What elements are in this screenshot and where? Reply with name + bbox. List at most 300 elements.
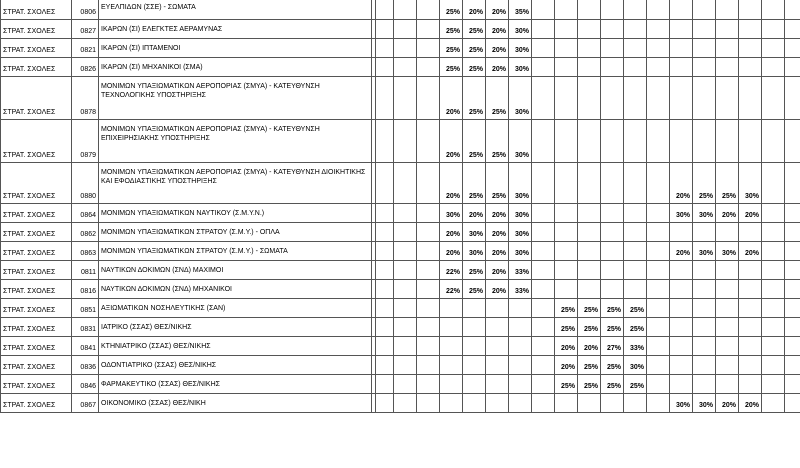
percentage-cell — [647, 394, 670, 413]
category-cell: ΣΤΡΑΤ. ΣΧΟΛΕΣ — [1, 20, 72, 39]
percentage-cell — [532, 77, 555, 120]
percentage-cell: 20% — [555, 356, 578, 375]
percentage-cell: 33% — [624, 337, 647, 356]
percentage-cell — [463, 394, 486, 413]
percentage-cell — [693, 299, 716, 318]
percentage-cell — [578, 77, 601, 120]
code-cell: 0826 — [72, 58, 99, 77]
school-name-cell: ΜΟΝΙΜΩΝ ΥΠΑΞΙΩΜΑΤΙΚΩΝ ΣΤΡΑΤΟΥ (Σ.Μ.Υ.) - ΣΩΜΑΤΑ — [99, 242, 372, 261]
category-cell: ΣΤΡΑΤ. ΣΧΟΛΕΣ — [1, 204, 72, 223]
percentage-cell — [670, 261, 693, 280]
percentage-cell — [716, 375, 739, 394]
percentage-cell — [670, 356, 693, 375]
percentage-cell: 20% — [670, 242, 693, 261]
category-cell: ΣΤΡΑΤ. ΣΧΟΛΕΣ — [1, 120, 72, 163]
percentage-cell — [601, 163, 624, 204]
percentage-cell — [532, 394, 555, 413]
percentage-cell — [394, 356, 417, 375]
percentage-cell: 30% — [693, 242, 716, 261]
percentage-cell — [376, 77, 394, 120]
percentage-cell — [693, 58, 716, 77]
code-cell: 0863 — [72, 242, 99, 261]
percentage-cell: 20% — [440, 77, 463, 120]
percentage-cell — [670, 20, 693, 39]
percentage-cell — [578, 261, 601, 280]
percentage-cell — [601, 242, 624, 261]
percentage-cell: 25% — [578, 356, 601, 375]
percentage-cell: 20% — [486, 0, 509, 20]
percentage-cell — [376, 223, 394, 242]
percentage-cell — [532, 223, 555, 242]
percentage-cell — [376, 0, 394, 20]
percentage-cell — [693, 0, 716, 20]
percentage-cell — [716, 58, 739, 77]
percentage-cell — [376, 337, 394, 356]
percentage-cell — [440, 318, 463, 337]
percentage-cell: 20% — [440, 120, 463, 163]
percentage-cell — [785, 204, 800, 223]
percentage-cell — [624, 39, 647, 58]
percentage-cell: 25% — [555, 375, 578, 394]
percentage-cell — [785, 58, 800, 77]
percentage-cell — [716, 77, 739, 120]
percentage-cell — [532, 299, 555, 318]
percentage-cell — [578, 58, 601, 77]
percentage-cell — [394, 39, 417, 58]
percentage-cell — [670, 120, 693, 163]
percentage-cell — [762, 299, 785, 318]
percentage-cell — [578, 39, 601, 58]
percentage-cell: 25% — [486, 163, 509, 204]
percentage-cell: 20% — [486, 58, 509, 77]
category-cell: ΣΤΡΑΤ. ΣΧΟΛΕΣ — [1, 337, 72, 356]
school-name-cell: ΕΥΕΛΠΙΔΩΝ (ΣΣΕ) - ΣΩΜΑΤΑ — [99, 0, 372, 20]
percentage-cell — [647, 204, 670, 223]
percentage-cell — [647, 39, 670, 58]
percentage-cell — [601, 20, 624, 39]
percentage-cell: 20% — [486, 223, 509, 242]
percentage-cell: 25% — [486, 77, 509, 120]
percentage-cell — [578, 280, 601, 299]
percentage-cell — [417, 77, 440, 120]
percentage-cell — [624, 20, 647, 39]
percentage-cell: 30% — [739, 163, 762, 204]
percentage-cell — [762, 356, 785, 375]
percentage-cell — [376, 120, 394, 163]
percentage-cell: 20% — [463, 204, 486, 223]
percentage-cell: 25% — [555, 299, 578, 318]
percentage-cell: 25% — [601, 299, 624, 318]
school-name-cell: ΙΚΑΡΩΝ (ΣΙ) ΕΛΕΓΚΤΕΣ ΑΕΡΑΜΥΝΑΣ — [99, 20, 372, 39]
percentage-cell — [785, 299, 800, 318]
percentage-cell: 20% — [440, 242, 463, 261]
percentage-cell — [693, 337, 716, 356]
percentage-cell — [670, 337, 693, 356]
percentage-cell: 20% — [486, 39, 509, 58]
percentage-cell: 30% — [693, 204, 716, 223]
percentage-cell — [693, 375, 716, 394]
percentage-cell: 20% — [555, 337, 578, 356]
percentage-cell — [417, 120, 440, 163]
percentage-cell: 20% — [486, 280, 509, 299]
percentage-cell — [601, 394, 624, 413]
code-cell: 0851 — [72, 299, 99, 318]
table-row — [1, 0, 800, 20]
percentage-cell — [739, 223, 762, 242]
percentage-cell: 25% — [463, 39, 486, 58]
percentage-cell — [486, 318, 509, 337]
percentage-cell — [394, 318, 417, 337]
percentage-cell — [394, 242, 417, 261]
percentage-cell: 20% — [463, 0, 486, 20]
percentage-cell: 30% — [463, 223, 486, 242]
code-cell: 0846 — [72, 375, 99, 394]
percentage-cell — [739, 356, 762, 375]
percentage-cell — [376, 163, 394, 204]
category-cell: ΣΤΡΑΤ. ΣΧΟΛΕΣ — [1, 280, 72, 299]
percentage-cell — [670, 39, 693, 58]
percentage-cell — [693, 318, 716, 337]
percentage-cell: 30% — [624, 356, 647, 375]
percentage-cell — [376, 318, 394, 337]
code-cell: 0827 — [72, 20, 99, 39]
percentage-cell — [624, 223, 647, 242]
percentage-cell — [716, 223, 739, 242]
percentage-cell — [716, 39, 739, 58]
code-cell: 0836 — [72, 356, 99, 375]
category-cell: ΣΤΡΑΤ. ΣΧΟΛΕΣ — [1, 77, 72, 120]
percentage-cell — [532, 120, 555, 163]
code-cell: 0867 — [72, 394, 99, 413]
code-cell: 0806 — [72, 0, 99, 20]
percentage-cell — [716, 280, 739, 299]
category-cell: ΣΤΡΑΤ. ΣΧΟΛΕΣ — [1, 39, 72, 58]
percentage-cell — [693, 280, 716, 299]
percentage-cell: 25% — [624, 375, 647, 394]
percentage-cell — [716, 299, 739, 318]
percentage-cell — [394, 163, 417, 204]
table-row — [1, 394, 800, 413]
percentage-cell: 25% — [716, 163, 739, 204]
percentage-cell — [739, 318, 762, 337]
percentage-cell: 25% — [463, 58, 486, 77]
table-row — [1, 299, 800, 318]
code-cell: 0841 — [72, 337, 99, 356]
table-row — [1, 337, 800, 356]
percentage-cell — [785, 318, 800, 337]
percentage-cell — [555, 120, 578, 163]
category-cell: ΣΤΡΑΤ. ΣΧΟΛΕΣ — [1, 223, 72, 242]
percentage-cell — [647, 77, 670, 120]
percentage-cell — [463, 318, 486, 337]
school-name-cell: ΜΟΝΙΜΩΝ ΥΠΑΞΙΩΜΑΤΙΚΩΝ ΑΕΡΟΠΟΡΙΑΣ (ΣΜΥΑ) - ΚΑΤΕΥΘΥΝΣΗ ΕΠΙΧΕΙΡΗΣΙΑΚΗΣ ΥΠΟΣΤΗΡΙΞΗΣ — [99, 120, 372, 163]
table-row — [1, 356, 800, 375]
percentage-cell — [785, 120, 800, 163]
percentage-cell — [624, 0, 647, 20]
percentage-cell — [376, 58, 394, 77]
percentage-cell: 25% — [440, 20, 463, 39]
percentage-cell — [417, 280, 440, 299]
percentage-cell: 30% — [509, 223, 532, 242]
percentage-cell — [693, 356, 716, 375]
percentage-cell — [716, 318, 739, 337]
percentage-cell — [624, 120, 647, 163]
percentage-cell — [394, 58, 417, 77]
percentage-cell: 30% — [509, 204, 532, 223]
school-name-cell: ΜΟΝΙΜΩΝ ΥΠΑΞΙΩΜΑΤΙΚΩΝ ΑΕΡΟΠΟΡΙΑΣ (ΣΜΥΑ) - ΚΑΤΕΥΘΥΝΣΗ ΤΕΧΝΟΛΟΓΙΚΗΣ ΥΠΟΣΤΗΡΙΞΗΣ — [99, 77, 372, 120]
percentage-cell — [647, 337, 670, 356]
school-name-cell: ΑΞΙΩΜΑΤΙΚΩΝ ΝΟΣΗΛΕΥΤΙΚΗΣ (ΣΑΝ) — [99, 299, 372, 318]
percentage-cell: 20% — [486, 261, 509, 280]
percentage-cell — [762, 242, 785, 261]
percentage-cell — [532, 163, 555, 204]
percentage-cell — [509, 375, 532, 394]
percentage-cell — [555, 280, 578, 299]
percentage-cell: 25% — [486, 120, 509, 163]
percentage-cell — [601, 261, 624, 280]
code-cell: 0880 — [72, 163, 99, 204]
percentage-cell — [555, 39, 578, 58]
percentage-cell — [647, 280, 670, 299]
code-cell: 0811 — [72, 261, 99, 280]
percentage-cell — [647, 375, 670, 394]
percentage-cell — [376, 356, 394, 375]
table-row — [1, 242, 800, 261]
percentage-cell — [739, 39, 762, 58]
percentage-cell — [440, 375, 463, 394]
code-cell: 0821 — [72, 39, 99, 58]
percentage-cell: 20% — [739, 242, 762, 261]
percentage-cell — [417, 375, 440, 394]
percentage-cell: 30% — [509, 120, 532, 163]
percentage-cell — [532, 58, 555, 77]
percentage-cell — [555, 223, 578, 242]
school-name-cell: ΜΟΝΙΜΩΝ ΥΠΑΞΙΩΜΑΤΙΚΩΝ ΣΤΡΑΤΟΥ (Σ.Μ.Υ.) - ΟΠΛΑ — [99, 223, 372, 242]
percentage-cell: 20% — [716, 394, 739, 413]
percentage-cell — [624, 163, 647, 204]
percentage-cell — [739, 261, 762, 280]
percentage-cell — [693, 120, 716, 163]
percentage-cell: 27% — [601, 337, 624, 356]
percentage-cell — [762, 0, 785, 20]
percentage-cell — [394, 394, 417, 413]
percentage-cell: 22% — [440, 261, 463, 280]
percentage-cell — [555, 261, 578, 280]
percentage-cell — [486, 299, 509, 318]
percentage-cell — [624, 204, 647, 223]
percentage-cell — [670, 77, 693, 120]
percentage-cell — [394, 280, 417, 299]
percentage-cell: 33% — [509, 261, 532, 280]
percentage-cell — [624, 242, 647, 261]
percentage-cell: 30% — [509, 20, 532, 39]
category-cell: ΣΤΡΑΤ. ΣΧΟΛΕΣ — [1, 299, 72, 318]
school-name-cell: ΙΑΤΡΙΚΟ (ΣΣΑΣ) ΘΕΣ/ΝΙΚΗΣ — [99, 318, 372, 337]
percentage-cell — [440, 356, 463, 375]
percentage-cell — [555, 204, 578, 223]
percentage-cell — [555, 163, 578, 204]
percentage-cell — [785, 337, 800, 356]
code-cell: 0864 — [72, 204, 99, 223]
percentage-cell — [762, 77, 785, 120]
percentage-cell — [601, 204, 624, 223]
percentage-cell — [762, 204, 785, 223]
table-row — [1, 20, 800, 39]
percentage-cell — [376, 394, 394, 413]
percentage-cell — [417, 20, 440, 39]
percentage-cell — [417, 163, 440, 204]
percentage-cell: 25% — [578, 318, 601, 337]
percentage-cell — [647, 242, 670, 261]
school-name-cell: ΦΑΡΜΑΚΕΥΤΙΚΟ (ΣΣΑΣ) ΘΕΣ/ΝΙΚΗΣ — [99, 375, 372, 394]
percentage-cell — [647, 58, 670, 77]
percentage-cell — [532, 280, 555, 299]
percentage-cell: 25% — [440, 39, 463, 58]
table-row — [1, 318, 800, 337]
percentage-cell — [647, 223, 670, 242]
percentage-cell — [463, 356, 486, 375]
percentage-cell: 20% — [670, 163, 693, 204]
percentage-cell — [601, 77, 624, 120]
percentage-cell — [578, 20, 601, 39]
percentage-cell — [647, 0, 670, 20]
code-cell: 0831 — [72, 318, 99, 337]
percentage-cell: 25% — [693, 163, 716, 204]
percentage-cell: 25% — [578, 299, 601, 318]
percentage-cell — [785, 20, 800, 39]
table-row — [1, 77, 800, 120]
percentage-cell — [394, 337, 417, 356]
percentage-cell: 33% — [509, 280, 532, 299]
percentage-cell — [578, 242, 601, 261]
percentage-cell — [578, 204, 601, 223]
percentage-cell — [440, 299, 463, 318]
percentage-cell — [417, 318, 440, 337]
percentage-cell — [716, 356, 739, 375]
percentage-cell — [785, 39, 800, 58]
percentage-cell — [785, 375, 800, 394]
percentage-cell — [509, 356, 532, 375]
percentage-cell — [739, 20, 762, 39]
school-name-cell: ΟΔΟΝΤΙΑΤΡΙΚΟ (ΣΣΑΣ) ΘΕΣ/ΝΙΚΗΣ — [99, 356, 372, 375]
percentage-cell — [601, 223, 624, 242]
percentage-cell — [463, 299, 486, 318]
percentage-cell: 20% — [739, 394, 762, 413]
percentage-cell — [532, 337, 555, 356]
percentage-cell: 25% — [601, 318, 624, 337]
percentage-cell — [555, 58, 578, 77]
percentage-cell — [394, 77, 417, 120]
percentage-cell: 30% — [509, 163, 532, 204]
percentage-cell — [647, 261, 670, 280]
percentage-cell — [578, 120, 601, 163]
percentage-cell — [509, 318, 532, 337]
percentage-cell — [532, 318, 555, 337]
percentage-cell — [716, 261, 739, 280]
percentage-cell — [555, 0, 578, 20]
percentage-cell — [601, 39, 624, 58]
school-name-cell: ΝΑΥΤΙΚΩΝ ΔΟΚΙΜΩΝ (ΣΝΔ) ΜΑΧΙΜΟΙ — [99, 261, 372, 280]
percentage-cell: 30% — [509, 58, 532, 77]
percentage-cell — [509, 394, 532, 413]
percentage-cell — [716, 0, 739, 20]
percentage-cell — [647, 163, 670, 204]
percentage-cell — [509, 337, 532, 356]
percentage-cell — [762, 337, 785, 356]
percentage-cell — [624, 261, 647, 280]
percentage-cell — [624, 394, 647, 413]
percentage-cell — [417, 223, 440, 242]
percentage-cell — [578, 394, 601, 413]
percentage-cell: 25% — [463, 20, 486, 39]
percentage-cell — [463, 337, 486, 356]
percentage-cell — [394, 261, 417, 280]
percentage-cell — [486, 375, 509, 394]
percentage-cell — [394, 120, 417, 163]
percentage-cell — [647, 299, 670, 318]
percentage-cell — [486, 394, 509, 413]
category-cell: ΣΤΡΑΤ. ΣΧΟΛΕΣ — [1, 318, 72, 337]
percentage-cell — [578, 223, 601, 242]
table-row — [1, 120, 800, 163]
table-body — [1, 0, 800, 413]
percentage-cell — [376, 204, 394, 223]
percentage-cell — [624, 77, 647, 120]
percentage-cell — [739, 58, 762, 77]
percentage-cell — [394, 375, 417, 394]
percentage-cell — [376, 375, 394, 394]
percentage-cell — [624, 58, 647, 77]
percentage-cell — [670, 375, 693, 394]
percentage-cell: 25% — [463, 163, 486, 204]
percentage-cell — [532, 261, 555, 280]
percentage-cell — [762, 20, 785, 39]
percentage-cell — [417, 58, 440, 77]
percentage-cell — [785, 77, 800, 120]
percentage-cell: 25% — [440, 58, 463, 77]
percentage-cell — [555, 20, 578, 39]
percentage-cell: 35% — [509, 0, 532, 20]
percentage-cell — [376, 261, 394, 280]
percentage-cell — [762, 394, 785, 413]
percentage-cell — [376, 39, 394, 58]
percentage-cell — [716, 337, 739, 356]
percentage-cell — [376, 242, 394, 261]
category-cell: ΣΤΡΑΤ. ΣΧΟΛΕΣ — [1, 394, 72, 413]
percentage-cell: 25% — [463, 261, 486, 280]
percentage-cell — [601, 120, 624, 163]
percentage-cell — [785, 163, 800, 204]
percentage-cell: 30% — [463, 242, 486, 261]
percentage-cell: 20% — [486, 20, 509, 39]
percentage-cell — [532, 242, 555, 261]
percentage-cell — [532, 204, 555, 223]
category-cell: ΣΤΡΑΤ. ΣΧΟΛΕΣ — [1, 356, 72, 375]
percentage-cell — [670, 223, 693, 242]
percentage-cell — [716, 120, 739, 163]
percentage-cell — [532, 356, 555, 375]
percentage-cell: 30% — [509, 77, 532, 120]
percentage-cell: 30% — [716, 242, 739, 261]
percentage-cell — [670, 318, 693, 337]
percentage-cell: 25% — [463, 120, 486, 163]
percentage-cell — [785, 394, 800, 413]
percentage-cell — [762, 39, 785, 58]
percentage-cell — [532, 20, 555, 39]
percentage-cell — [762, 223, 785, 242]
percentage-cell: 30% — [509, 39, 532, 58]
percentage-cell — [532, 39, 555, 58]
